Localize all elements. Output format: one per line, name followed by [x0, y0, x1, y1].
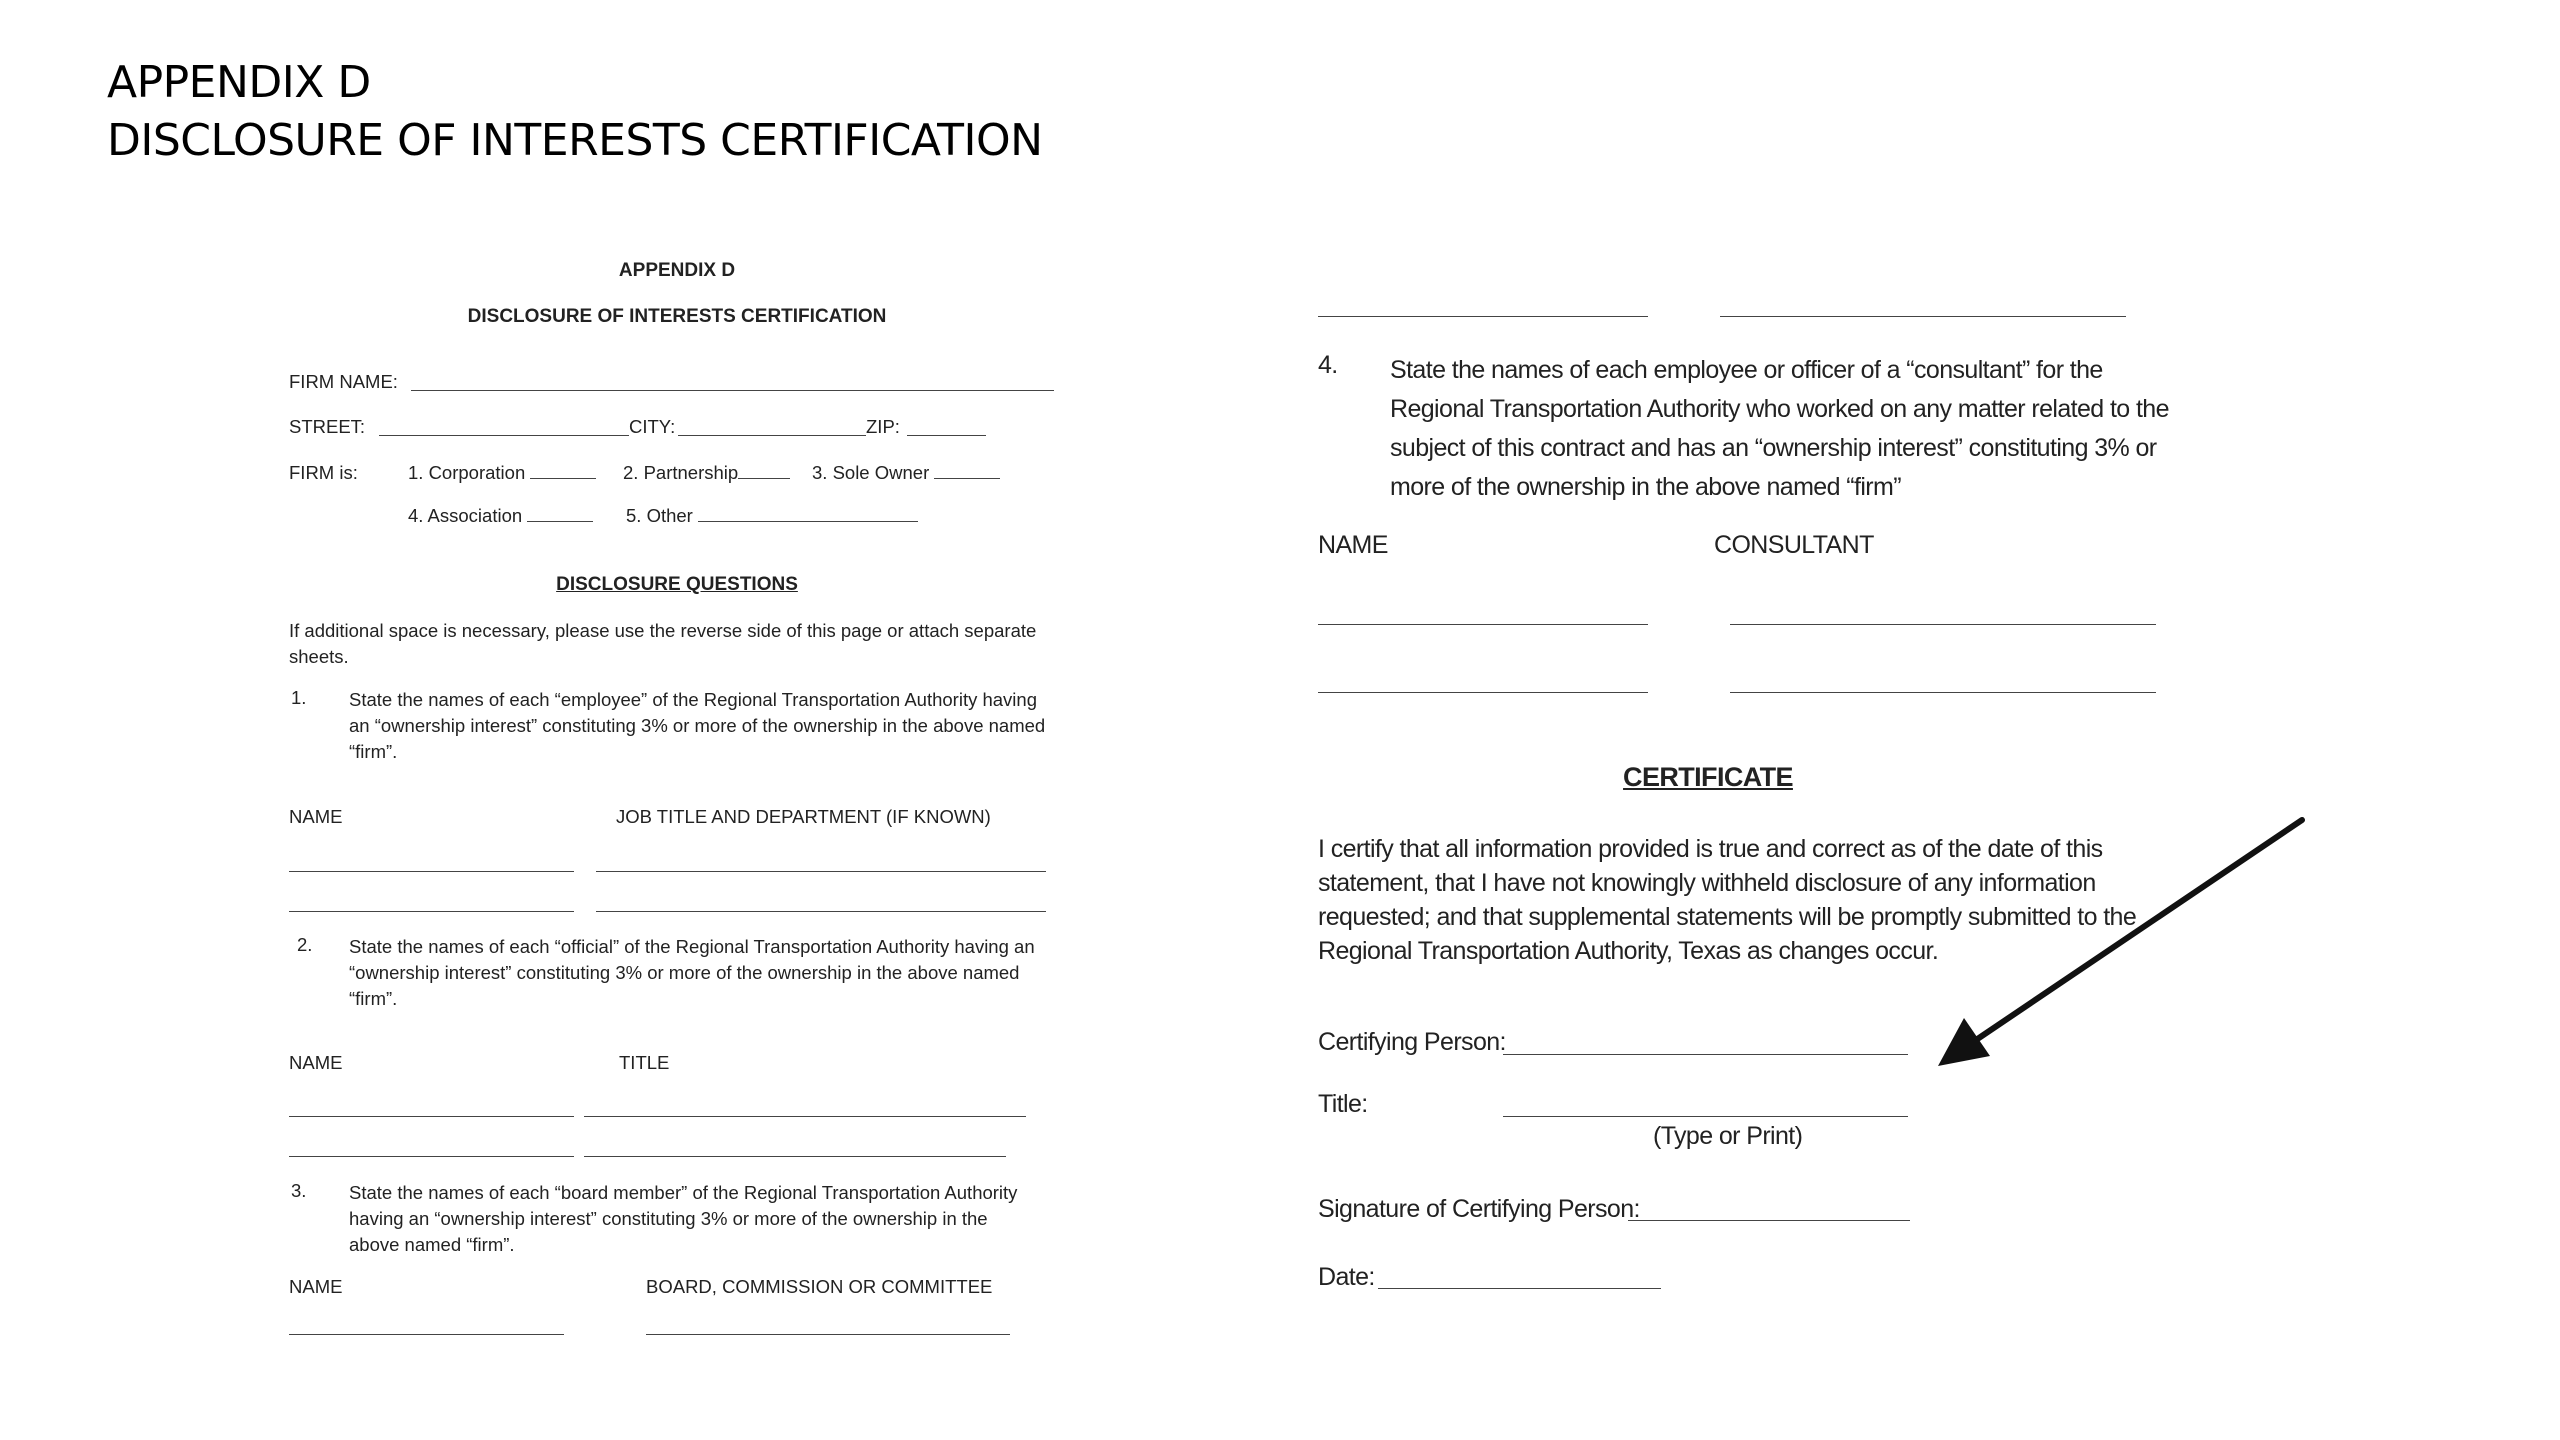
q3-number: 3.	[291, 1180, 307, 1201]
certifying-person-label: Certifying Person:	[1318, 1028, 1506, 1056]
slide-title	[107, 54, 1043, 170]
city-label: CITY:	[629, 416, 676, 437]
firm-name-line[interactable]	[411, 390, 1054, 391]
firm-is-label: FIRM is:	[289, 462, 358, 483]
q3-name-line[interactable]	[289, 1334, 564, 1335]
q1-name-line[interactable]	[289, 911, 574, 912]
certifying-person-line[interactable]	[1503, 1054, 1908, 1055]
callout-arrow-icon	[1900, 810, 2320, 1080]
q4-consultant-header: CONSULTANT	[1714, 531, 1874, 559]
street-line[interactable]	[379, 435, 629, 436]
signature-line[interactable]	[1628, 1220, 1910, 1221]
signature-label: Signature of Certifying Person:	[1318, 1195, 1640, 1223]
q4-text: State the names of each employee or officer of a “consultant” for the Regional Transportation Authority who worked on any matter related to the subject of this contract and has an “ownership interest” constituting 3% or more of the ownership in the above named “firm”	[1390, 356, 2169, 501]
disclosure-questions-title: DISCLOSURE QUESTIONS	[556, 574, 798, 595]
street-label: STREET:	[289, 416, 366, 437]
form-page-left	[289, 256, 1065, 1356]
form-heading: APPENDIX D	[618, 260, 736, 281]
q1-title-line[interactable]	[596, 911, 1046, 912]
q1-text: State the names of each “employee” of the Regional Transportation Authority having an “ownership interest” constituting 3% or more of the ownership in the above named “firm”.	[349, 689, 1046, 762]
q2-title-header: TITLE	[619, 1052, 670, 1073]
q4-consultant-line[interactable]	[1730, 692, 2156, 693]
carryover-line[interactable]	[1720, 316, 2126, 317]
q1-name-header: NAME	[289, 806, 343, 827]
city-line[interactable]	[678, 435, 866, 436]
q2-title-line[interactable]	[584, 1116, 1026, 1117]
q2-text: State the names of each “official” of the Regional Transportation Authority having an “ownership interest” constituting 3% or more of the ownership in the above named “firm”.	[349, 936, 1035, 1009]
q4-name-header: NAME	[1318, 531, 1388, 559]
date-line[interactable]	[1378, 1288, 1661, 1289]
q2-number: 2.	[297, 934, 313, 955]
form-subheading: DISCLOSURE OF INTERESTS CERTIFICATION	[467, 306, 887, 327]
firm-type-sole-owner[interactable]: 3. Sole Owner	[812, 462, 1000, 484]
q3-board-header: BOARD, COMMISSION OR COMMITTEE	[646, 1276, 993, 1297]
q1-title-line[interactable]	[596, 871, 1046, 872]
firm-name-label: FIRM NAME:	[289, 371, 398, 392]
date-label: Date:	[1318, 1263, 1375, 1291]
title-label: Title:	[1318, 1090, 1368, 1118]
zip-line[interactable]	[907, 435, 986, 436]
q3-text: State the names of each “board member” of the Regional Transportation Authority having an “ownership interest” constituting 3% or more of the ownership in the above named “firm”.	[349, 1182, 1018, 1255]
firm-type-association[interactable]: 4. Association	[408, 505, 593, 527]
firm-type-partnership[interactable]: 2. Partnership	[623, 462, 790, 484]
firm-type-corporation[interactable]: 1. Corporation	[408, 462, 596, 484]
q1-name-line[interactable]	[289, 871, 574, 872]
slide-title-line-2: DISCLOSURE OF INTERESTS CERTIFICATION	[107, 115, 1043, 166]
q4-consultant-line[interactable]	[1730, 624, 2156, 625]
q1-number: 1.	[291, 687, 307, 708]
q1-job-title-header: JOB TITLE AND DEPARTMENT (IF KNOWN)	[616, 806, 991, 827]
q2-name-line[interactable]	[289, 1116, 574, 1117]
q3-name-header: NAME	[289, 1276, 343, 1297]
q2-title-line[interactable]	[584, 1156, 1006, 1157]
firm-type-other[interactable]: 5. Other	[626, 505, 918, 527]
q2-name-header: NAME	[289, 1052, 343, 1073]
q4-name-line[interactable]	[1318, 624, 1648, 625]
slide-title-line-1: APPENDIX D	[107, 57, 371, 108]
zip-label: ZIP:	[866, 416, 900, 437]
certificate-title: CERTIFICATE	[1623, 762, 1793, 792]
instructions-text: If additional space is necessary, please use the reverse side of this page or attach separate sheets.	[289, 620, 1037, 667]
type-or-print-note: (Type or Print)	[1653, 1122, 1803, 1150]
title-line[interactable]	[1503, 1116, 1908, 1117]
q4-name-line[interactable]	[1318, 692, 1648, 693]
carryover-line[interactable]	[1318, 316, 1648, 317]
q3-board-line[interactable]	[646, 1334, 1010, 1335]
certificate-text: I certify that all information provided is true and correct as of the date of this statement, that I have not knowingly withheld disclosure of any information requested; and that supplemental statements will be promptly submitted to the Regional Transportation Authority, Texas as changes occur.	[1318, 835, 2137, 965]
q2-name-line[interactable]	[289, 1156, 574, 1157]
q4-number: 4.	[1318, 351, 1338, 379]
